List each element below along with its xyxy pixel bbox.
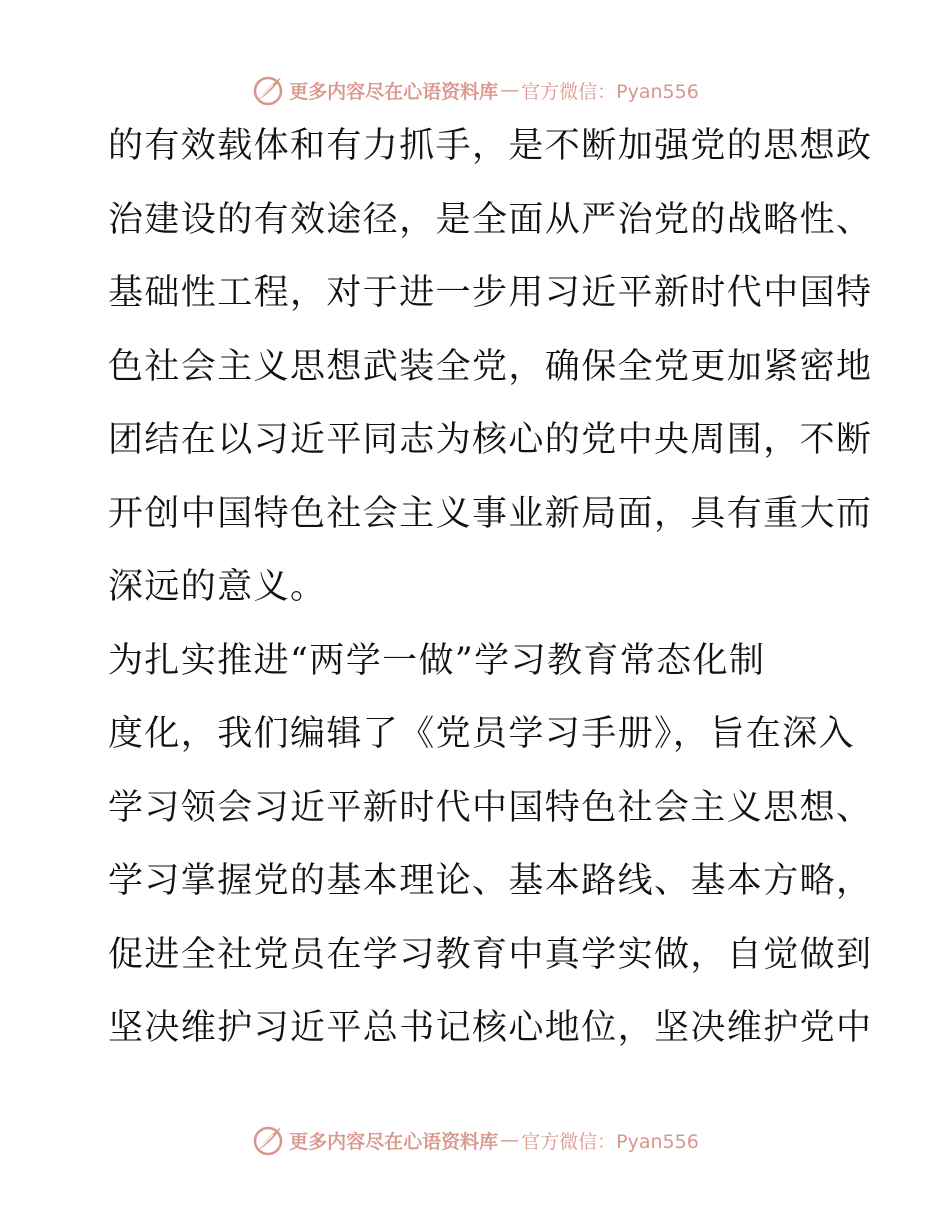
text-line: 学习掌握党的基本理论、基本路线、基本方略， (108, 861, 873, 901)
text-line: 基础性工程，对于进一步用习近平新时代中国特 (108, 273, 873, 313)
quill-logo-icon (251, 1123, 285, 1157)
header-watermark (0, 70, 950, 110)
text-line: 的有效载体和有力抓手，是不断加强党的思想政 (108, 126, 873, 166)
document-body (108, 110, 873, 1066)
watermark-contact: 官方微信：Pyan556 (521, 80, 699, 103)
text-line: 度化，我们编辑了《党员学习手册》，旨在深入 (108, 714, 855, 754)
text-line: 学习领会习近平新时代中国特色社会主义思想、 (108, 787, 873, 828)
text-line: 坚决维护习近平总书记核心地位，坚决维护党中 (108, 1008, 873, 1048)
watermark-contact: 官方微信：Pyan556 (521, 1130, 699, 1153)
text-line: 团结在以习近平同志为核心的党中央周围，不断 (108, 420, 873, 460)
text-line: 开创中国特色社会主义事业新局面，具有重大而 (108, 493, 873, 534)
watermark-site-text: 更多内容尽在心语资料库 (289, 1130, 499, 1153)
text-line: 色社会主义思想武装全党，确保全党更加紧密地 (108, 346, 873, 387)
text-line: 治建设的有效途径，是全面从严治党的战略性、 (108, 199, 873, 240)
text-line: 为扎实推进“两学一做”学习教育常态化制 (108, 640, 766, 681)
quill-logo-icon (251, 73, 285, 107)
watermark-dash: — (500, 1129, 520, 1151)
watermark-site-text: 更多内容尽在心语资料库 (289, 80, 499, 103)
watermark-dash: — (500, 79, 520, 101)
text-line: 促进全社党员在学习教育中真学实做，自觉做到 (108, 934, 873, 975)
text-line: 深远的意义。 (108, 567, 327, 607)
footer-watermark (0, 1120, 950, 1160)
